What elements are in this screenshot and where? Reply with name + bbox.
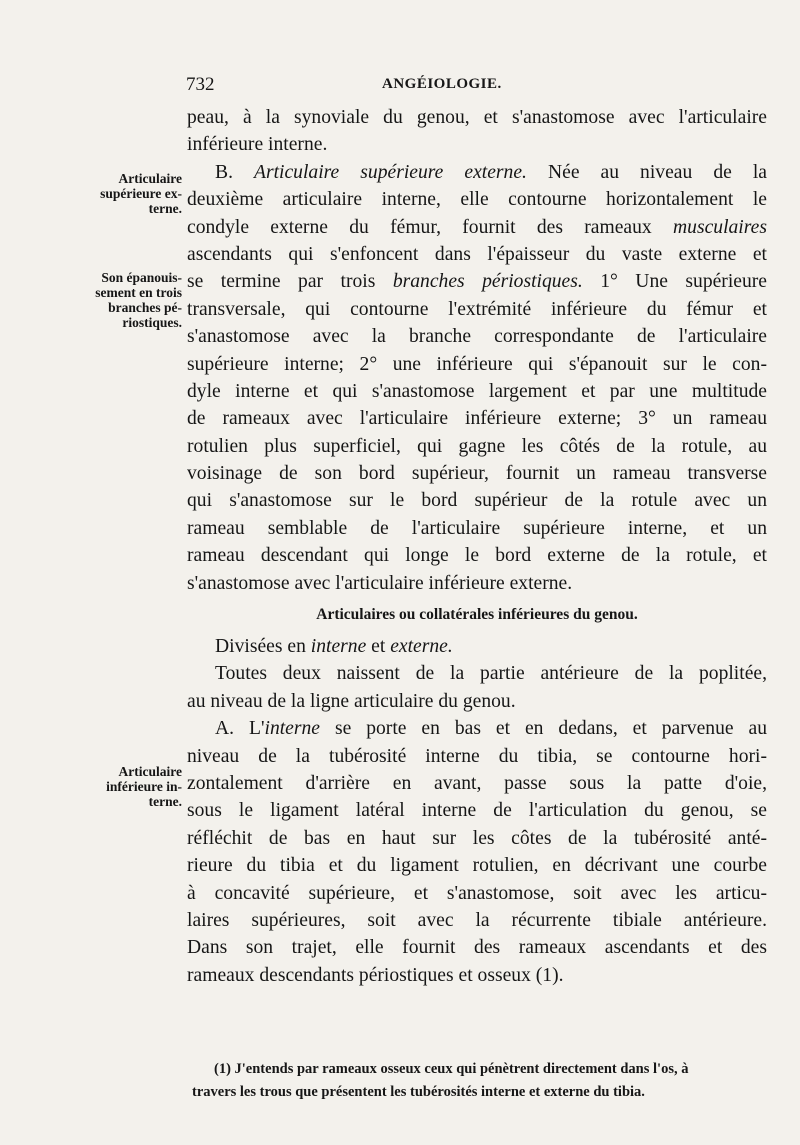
text-line: peau, à la synoviale du genou, et s'anastomose avec l'articulaire <box>187 107 767 128</box>
text-line: rameau descendant qui longe le bord externe de la rotule, et <box>187 545 767 567</box>
running-head: ANGÉIOLOGIE. <box>382 76 502 92</box>
text-line: condyle externe du fémur, fournit des rameaux musculaires <box>187 216 767 238</box>
text-line: rameau semblable de l'articulaire supérieure interne, et un <box>187 517 767 539</box>
text-line-section-b: B. Articulaire supérieure externe. Née au niveau de la <box>215 161 767 183</box>
main-text <box>187 104 767 989</box>
text-line: niveau de la tubérosité interne du tibia, se contourne hori- <box>187 745 767 767</box>
section-subheading: Articulaires ou collatérales inférieures du genou. <box>316 606 638 624</box>
text-line: supérieure interne; 2° une inférieure qui s'épanouit sur le con- <box>187 353 767 375</box>
margin-note-articulaire-inferieure-interne: Articulaire inférieure in- terne. <box>106 764 182 809</box>
text-line: zontalement d'arrière en avant, passe sous la patte d'oie, <box>187 772 767 794</box>
text-line: ascendants qui s'enfoncent dans l'épaisseur du vaste externe et <box>187 243 767 265</box>
text-line: s'anastomose avec l'articulaire inférieure externe. <box>187 572 573 594</box>
page-number: 732 <box>186 74 215 95</box>
page-header <box>186 74 766 98</box>
margin-note-articulaire-superieure-externe: Articulaire supérieure ex- terne. <box>100 171 182 216</box>
section-title: Articulaire supérieure externe. <box>254 161 527 183</box>
text-line: rameaux descendants périostiques et osseux (1). <box>187 964 564 986</box>
text-line: deuxième articulaire interne, elle contourne horizontalement le <box>187 189 767 211</box>
text-line: inférieure interne. <box>187 134 328 156</box>
text-line: réfléchit de bas en haut sur les côtes de la tubérosité anté- <box>187 827 767 849</box>
margin-note-epanouissement: Son épanouis- sement en trois branches pé- riostiques. <box>95 270 182 330</box>
text-line-section-a: A. L'interne se porte en bas et en dedans, et parvenue au <box>215 718 767 740</box>
text-line: qui s'anastomose sur le bord supérieur de la rotule avec un <box>187 490 767 512</box>
text-line: à concavité supérieure, et s'anastomose, soit avec les articu- <box>187 882 767 904</box>
text-line: Divisées en interne et externe. <box>215 636 453 658</box>
text-line: de rameaux avec l'articulaire inférieure externe; 3° un rameau <box>187 408 767 430</box>
text-line: voisinage de son bord supérieur, fournit un rameau transverse <box>187 463 767 485</box>
text-line: rieure du tibia et du ligament rotulien, en décrivant une courbe <box>187 855 767 877</box>
text-line: rotulien plus superficiel, qui gagne les côtés de la rotule, au <box>187 435 767 457</box>
text-line: Dans son trajet, elle fournit des rameaux ascendants et des <box>187 937 767 959</box>
text-line: s'anastomose avec la branche correspondante de l'articulaire <box>187 326 767 348</box>
footnote: (1) J'entends par rameaux osseux ceux qui pénètrent directement dans l'os, à travers les trous que présentent les tubérosités interne et externe du tibia. <box>192 1061 689 1100</box>
text-line: se termine par trois branches périostiques. 1° Une supérieure <box>187 271 767 293</box>
text-line: dyle interne et qui s'anastomose largement et par une multitude <box>187 380 767 402</box>
text-line: au niveau de la ligne articulaire du genou. <box>187 690 516 712</box>
text-line: sous le ligament latéral interne de l'articulation du genou, se <box>187 800 767 822</box>
text-line: Toutes deux naissent de la partie antérieure de la poplitée, <box>215 663 767 685</box>
text-line: transversale, qui contourne l'extrémité inférieure du fémur et <box>187 298 767 320</box>
text-line: laires supérieures, soit avec la récurrente tibiale antérieure. <box>187 909 767 931</box>
